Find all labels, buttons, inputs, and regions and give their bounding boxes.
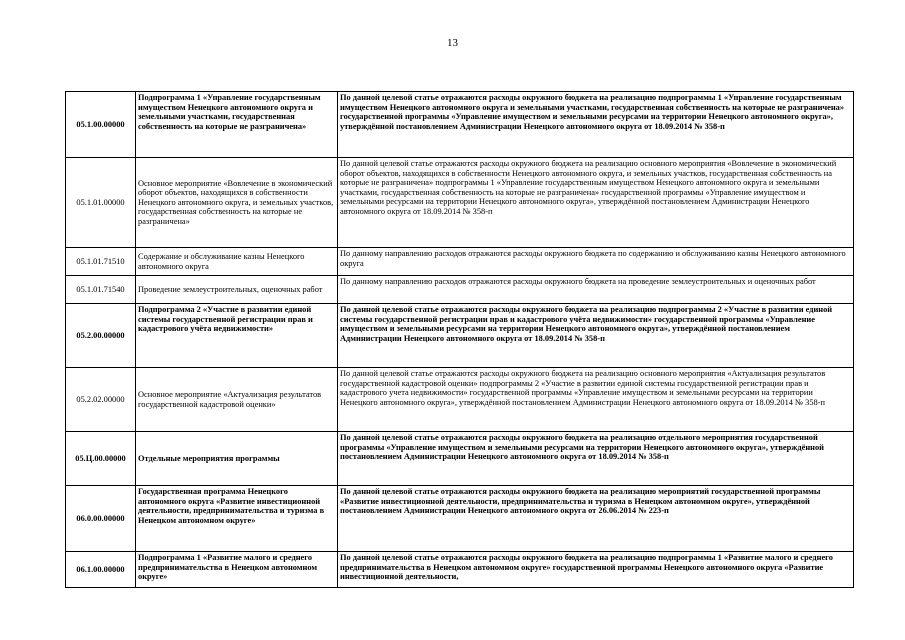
row-name: Подпрограмма 1 «Развитие малого и среднего предпринимательства в Ненецком автономном округе» <box>136 552 338 588</box>
row-description: По данной целевой статье отражаются расходы окружного бюджета на реализацию мероприятий государственной программы «Развитие инвестиционной деятельности, предпринимательства и туризма в Ненецком автономном округе», утверждённой постановлением Администрации Ненецкого автономного округа от 26.06.2014 № 223-п <box>338 486 854 552</box>
row-code: 05.2.02.00000 <box>66 368 136 432</box>
table-row <box>66 304 854 368</box>
row-name: Подпрограмма 1 «Управление государственным имуществом Ненецкого автономного округа и земельными участками, государственная собственность на которые не разграничена» <box>136 92 338 158</box>
row-description: По данному направлению расходов отражаются расходы окружного бюджета по содержанию и обслуживанию казны Ненецкого автономного округа <box>338 248 854 276</box>
table-row <box>66 486 854 552</box>
row-name: Основное мероприятие «Вовлечение в экономический оборот объектов, находящихся в собственности Ненецкого автономного округа, и земельных участков, государственная собственность на которые не разграничена» <box>136 158 338 248</box>
budget-classification-table <box>65 91 854 588</box>
row-name: Содержание и обслуживание казны Ненецкого автономного округа <box>136 248 338 276</box>
table-row <box>66 432 854 486</box>
row-code: 06.1.00.00000 <box>66 552 136 588</box>
row-description: По данной целевой статье отражаются расходы окружного бюджета на реализацию основного мероприятия «Актуализация результатов государственной кадастровой оценки» подпрограммы 2 «Участие в развитии единой системы государственной регистрации прав и кадастрового учета недвижимости» государственной программы «Управление имуществом и земельными ресурсами на территории Ненецкого автономного округа», утверждённой постановлением Администрации Ненецкого автономного округа от 18.09.2014 № 358-п <box>338 368 854 432</box>
row-code: 05.1.01.71540 <box>66 276 136 304</box>
row-name: Отдельные мероприятия программы <box>136 432 338 486</box>
row-description: По данной целевой статье отражаются расходы окружного бюджета на реализацию отдельного мероприятия государственной программы «Управление имуществом и земельными ресурсами на территории Ненецкого автономного округа», утверждённой постановлением Администрации Ненецкого автономного округа от 18.09.2014 № 358-п <box>338 432 854 486</box>
row-description: По данному направлению расходов отражаются расходы окружного бюджета на проведение землеустроительных и оценочных работ <box>338 276 854 304</box>
row-description: По данной целевой статье отражаются расходы окружного бюджета на реализацию основного мероприятия «Вовлечение в экономический оборот объектов, находящихся в собственности Ненецкого автономного округа, и земельных участков, государственная собственность на которые не разграничена» подпрограммы 1 «Управление государственным имуществом Ненецкого автономного округа и земельными участками, государственная собственность на которые не разграничена» государственной программы «Управление имуществом и земельными ресурсами на территории Ненецкого автономного округа», утверждённой постановлением Администрации Ненецкого автономного округа от 18.09.2014 № 358-п <box>338 158 854 248</box>
page-number: 13 <box>447 37 458 49</box>
row-name: Подпрограмма 2 «Участие в развитии единой системы государственной регистрации прав и кадастрового учёта недвижимости» <box>136 304 338 368</box>
table-row <box>66 92 854 158</box>
row-name: Проведение землеустроительных, оценочных работ <box>136 276 338 304</box>
row-description: По данной целевой статье отражаются расходы окружного бюджета на реализацию подпрограммы 1 «Управление государственным имуществом Ненецкого автономного округа и земельными участками, государственная собственность на которые не разграничена» государственной программы «Управление имуществом и земельными ресурсами на территории Ненецкого автономного округа», утверждённой постановлением Администрации Ненецкого автономного округа от 18.09.2014 № 358-п <box>338 92 854 158</box>
row-name: Государственная программа Ненецкого автономного округа «Развитие инвестиционной деятельности, предпринимательства и туризма в Ненецком автономном округе» <box>136 486 338 552</box>
row-name: Основное мероприятие «Актуализация результатов государственной кадастровой оценки» <box>136 368 338 432</box>
row-code: 05.1.00.00000 <box>66 92 136 158</box>
row-code: 05.Ц.00.00000 <box>66 432 136 486</box>
table-row <box>66 276 854 304</box>
row-code: 05.1.01.00000 <box>66 158 136 248</box>
row-description: По данной целевой статье отражаются расходы окружного бюджета на реализацию подпрограммы 2 «Участие в развитии единой системы государственной регистрации прав и кадастрового учёта недвижимости» государственной программы «Управление имуществом и земельными ресурсами на территории Ненецкого автономного округа», утверждённой постановлением Администрации Ненецкого автономного округа от 18.09.2014 № 358-п <box>338 304 854 368</box>
table-row <box>66 368 854 432</box>
row-code: 05.1.01.71510 <box>66 248 136 276</box>
row-code: 05.2.00.00000 <box>66 304 136 368</box>
table-row <box>66 158 854 248</box>
row-description: По данной целевой статье отражаются расходы окружного бюджета на реализацию подпрограммы 1 «Развитие малого и среднего предпринимательства в Ненецком автономном округе» государственной программы Ненецкого автономного округа «Развитие инвестиционной деятельности, <box>338 552 854 588</box>
table-row <box>66 552 854 588</box>
table-row <box>66 248 854 276</box>
row-code: 06.0.00.00000 <box>66 486 136 552</box>
